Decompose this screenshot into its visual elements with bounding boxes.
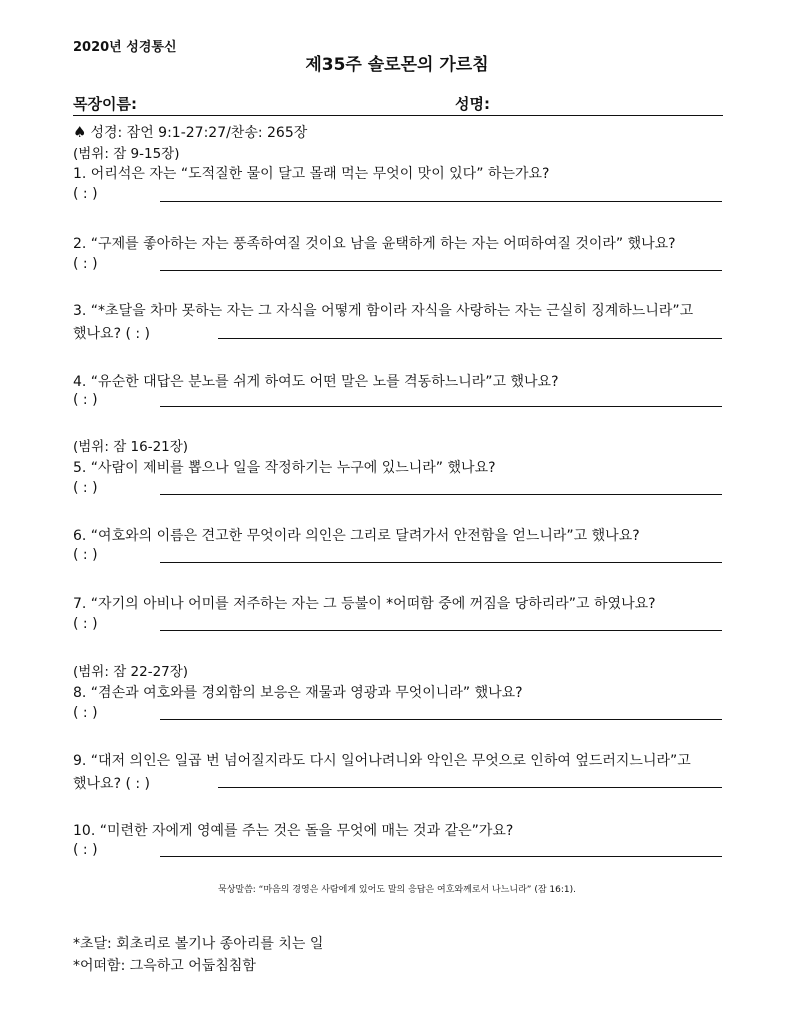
section-range: (범위: 잠 22-27장) — [73, 664, 189, 680]
name-fields — [73, 93, 723, 116]
answer-line[interactable] — [160, 201, 722, 202]
answer-verse: ( : ) — [73, 186, 98, 202]
footnote: *어떠함: 그윽하고 어둡침침함 — [73, 958, 256, 974]
question-text: 8. “겸손과 여호와를 경외함의 보응은 재물과 영광과 무엇이니라” 했나요? — [73, 685, 523, 701]
answer-line[interactable] — [160, 406, 722, 407]
answer-line[interactable] — [160, 270, 722, 271]
answer-verse: ( : ) — [73, 480, 98, 496]
question-text: 2. “구제를 좋아하는 자는 풍족하여질 것이요 남을 윤택하게 하는 자는 어떠하여질 것이라” 했나요? — [73, 236, 676, 252]
page-title: 제35주 솔로몬의 가르침 — [305, 55, 489, 75]
answer-line[interactable] — [218, 787, 722, 788]
spade-icon: ♠ — [73, 123, 87, 141]
scripture-line — [73, 122, 307, 142]
meditation-verse: 묵상말씀: “마음의 경영은 사람에게 있어도 말의 응답은 여호와께로서 나느니라” (잠 16:1). — [218, 885, 576, 895]
answer-line[interactable] — [160, 719, 722, 720]
question-text: 4. “유순한 대답은 분노를 쉬게 하여도 어떤 말은 노를 격동하느니라”고 했나요? — [73, 374, 559, 390]
answer-line[interactable] — [160, 856, 722, 857]
question-text: 7. “자기의 아비나 어미를 저주하는 자는 그 등불이 *어떠함 중에 꺼짐을 당하리라”고 하였나요? — [73, 596, 656, 612]
question-text: 5. “사람이 제비를 뽑으나 일을 작정하기는 누구에 있느니라” 했나요? — [73, 460, 496, 476]
answer-verse: ( : ) — [73, 616, 98, 632]
answer-line[interactable] — [160, 562, 722, 563]
section-range: (범위: 잠 16-21장) — [73, 439, 189, 455]
question-text: 6. “여호와의 이름은 견고한 무엇이라 의인은 그리로 달려가서 안전함을 얻느니라”고 했나요? — [73, 528, 640, 544]
answer-verse: 했나요? ( : ) — [73, 326, 150, 342]
name-field-label: 성명: — [455, 95, 490, 113]
answer-verse: ( : ) — [73, 705, 98, 721]
section-range: (범위: 잠 9-15장) — [73, 146, 180, 162]
answer-line[interactable] — [160, 494, 722, 495]
scripture-text: 성경: 잠언 9:1-27:27/찬송: 265장 — [90, 125, 308, 141]
answer-line[interactable] — [160, 630, 722, 631]
answer-verse: ( : ) — [73, 392, 98, 408]
question-text: 1. 어리석은 자는 “도적질한 물이 달고 몰래 먹는 무엇이 맛이 있다” 하는가요? — [73, 166, 550, 182]
answer-verse: ( : ) — [73, 842, 98, 858]
footnote: *초달: 회초리로 볼기나 종아리를 치는 일 — [73, 936, 324, 952]
question-text: 10. “미련한 자에게 영예를 주는 것은 돌을 무엇에 매는 것과 같은”가요? — [73, 823, 514, 839]
answer-line[interactable] — [218, 338, 722, 339]
pastor-field-label: 목장이름: — [73, 95, 137, 113]
answer-verse: ( : ) — [73, 547, 98, 563]
question-text: 9. “대저 의인은 일곱 번 넘어질지라도 다시 일어나려니와 악인은 무엇으로 인하여 엎드러지느니라”고 — [73, 753, 691, 769]
question-text: 3. “*초달을 차마 못하는 자는 그 자식을 어떻게 함이라 자식을 사랑하는 자는 근실히 징계하느니라”고 — [73, 303, 694, 319]
answer-verse: 했나요? ( : ) — [73, 776, 150, 792]
answer-verse: ( : ) — [73, 256, 98, 272]
year-label: 2020년 성경통신 — [73, 40, 177, 55]
